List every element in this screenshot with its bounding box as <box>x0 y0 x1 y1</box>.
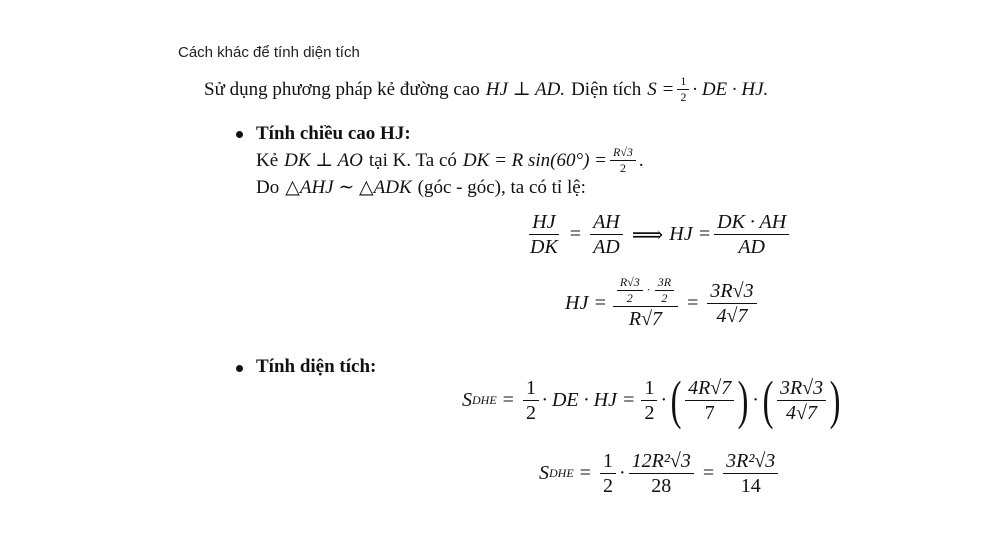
section-1-line-2 <box>256 178 586 197</box>
r-sqrt3-over-2 <box>610 146 636 175</box>
area1-p1-den: 7 <box>704 401 715 424</box>
hj-small-2 <box>655 276 674 305</box>
half-num: 1 <box>677 75 689 90</box>
bullet-2 <box>236 365 243 372</box>
intro-area-label: Diện tích <box>571 79 642 101</box>
hj-small-1 <box>617 276 643 305</box>
ratio-f2 <box>590 211 623 258</box>
line1-c: tại K. Ta có <box>368 150 457 172</box>
hj-big-num: $\frac{R√3}{2}$ · $\frac{3R}{2}$ <box>613 276 678 307</box>
section-2-title: Tính diện tích: <box>256 356 377 377</box>
implies-arrow: ⟹ <box>631 221 664 247</box>
half-den: 2 <box>680 90 687 105</box>
rs3-num: R√3 <box>610 146 636 161</box>
area2-half-num: 1 <box>600 450 616 474</box>
area1-p1 <box>685 377 734 424</box>
hj-big-fraction <box>613 276 678 330</box>
line1-b: DK ⊥ AO <box>284 150 363 172</box>
intro-line <box>204 75 768 104</box>
document-heading: Cách khác để tính diện tích <box>178 44 360 61</box>
hj-res-den: 4√7 <box>716 304 748 327</box>
area1-sub: DHE <box>472 392 497 407</box>
hj-small2-den: 2 <box>661 291 668 306</box>
area1-p2-den: 4√7 <box>786 401 818 424</box>
area2-res-den: 14 <box>740 475 761 497</box>
ratio-f1 <box>527 211 561 258</box>
ratio-f2-den: AD <box>593 236 620 258</box>
area1-p1-num: 4R√7 <box>685 377 734 401</box>
hj-value-equation: HJ = $\frac{R√3}{2}$ · $\frac{3R}{2}$ R√7 = $\frac{3R√3}{4√7}$ <box>565 276 760 330</box>
area-equation-2: S DHE = $\frac{1}{2}$ · $\frac{\text{12R²√3}}{28}$ = $\frac{\text{3R²√3}}{14}$ <box>539 450 781 497</box>
area2-result <box>723 450 778 497</box>
area1-half2-den: 2 <box>644 401 655 424</box>
area2-res-num: 3R²√3 <box>723 450 778 474</box>
bullet-1 <box>236 131 243 138</box>
area2-mid-num: 12R²√3 <box>629 450 694 474</box>
section-1-title: Tính chiều cao HJ: <box>256 123 411 144</box>
area1-p2 <box>777 377 826 424</box>
area2-s: S <box>539 462 549 484</box>
ratio-f2-num: AH <box>590 211 623 235</box>
ratio-f3 <box>714 211 789 258</box>
hj-small1-num: R√3 <box>617 276 643 291</box>
hj-small2-num: 3R <box>655 276 674 291</box>
ratio-lhs: HJ = <box>669 223 712 245</box>
hj-result <box>707 280 756 327</box>
area1-half-den: 2 <box>525 401 536 424</box>
area2-half <box>600 450 616 497</box>
intro-text: Sử dụng phương pháp kẻ đường cao <box>204 79 480 101</box>
area-equation-1: S DHE = $\frac{1}{2}$ · DE · HJ = $\frac{1}{2}$ · ( $\frac{4R√7}{7}$ ) · ( $\frac{3R√3}{4√7}$ ) <box>462 370 841 430</box>
intro-perp: HJ ⊥ AD. <box>485 79 566 101</box>
hj-small1-den: 2 <box>626 291 633 306</box>
line1-d: DK = R sin(60°) = <box>462 150 607 172</box>
area2-half-den: 2 <box>602 475 613 497</box>
area2-sub: DHE <box>549 466 574 480</box>
line2-b: △AHJ ∼ △ADK <box>285 177 412 198</box>
ratio-f1-den: DK <box>530 236 558 258</box>
ratio-f1-num: HJ <box>529 211 558 235</box>
intro-area-rhs: · DE · HJ. <box>692 79 769 101</box>
area1-mid: · DE · HJ = <box>541 388 636 411</box>
line1-a: Kẻ <box>256 150 279 172</box>
section-1-line-1: Kẻ DK ⊥ AO tại K. Ta có DK = R sin(60°) = $\frac{R√3}{2}$ . <box>256 145 644 176</box>
area1-p2-num: 3R√3 <box>777 377 826 401</box>
area1-half2-num: 1 <box>641 377 657 401</box>
area1-half-2 <box>641 377 657 424</box>
area1-half <box>523 377 539 424</box>
ratio-equation: $\frac{HJ}{DK}$ = $\frac{AH}{AD}$ ⟹ HJ = $\frac{DK \cdot AH}{AD}$ <box>524 211 792 258</box>
intro-area-lhs: S = <box>647 79 675 101</box>
hj-big-den: R√7 <box>628 308 663 331</box>
ratio-f3-den: AD <box>738 236 765 258</box>
line2-a: Do <box>256 177 280 198</box>
hj-lhs: HJ = <box>565 291 607 314</box>
hj-res-num: 3R√3 <box>707 280 756 304</box>
rs3-den: 2 <box>619 161 626 176</box>
area1-half-num: 1 <box>523 377 539 401</box>
intro-half-fraction <box>677 75 689 104</box>
ratio-f3-num: DK · AH <box>714 211 789 235</box>
area2-mid <box>629 450 694 497</box>
area1-s: S <box>462 388 472 411</box>
area2-mid-den: 28 <box>651 475 672 497</box>
line2-c: (góc - góc), ta có tỉ lệ: <box>417 177 586 198</box>
